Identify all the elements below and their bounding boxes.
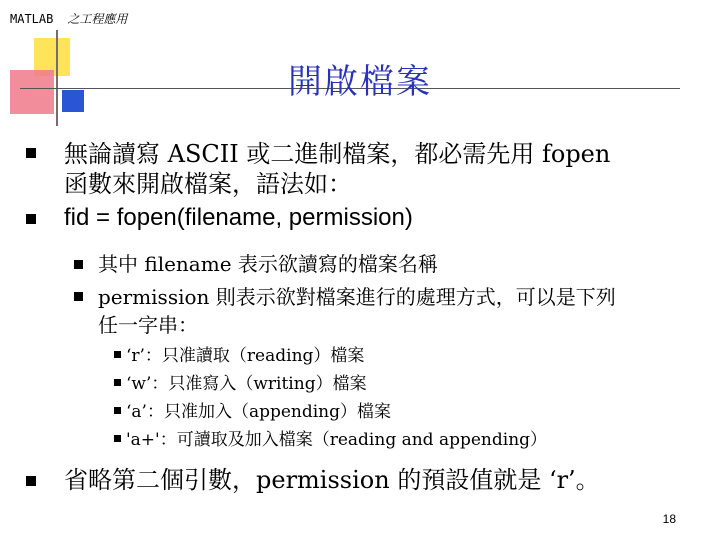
- header-subtitle: 之工程應用: [67, 12, 128, 26]
- bullet-1-line-2: 函數來開啟檔案，語法如：: [64, 170, 352, 198]
- mode-bullet-marker: [114, 379, 121, 386]
- mode-bullet-marker: [114, 351, 121, 358]
- bullet-marker: [26, 148, 36, 158]
- mode-bullet-marker: [114, 435, 121, 442]
- page-number: 18: [662, 512, 676, 526]
- slide-title: 開啟檔案: [288, 62, 432, 102]
- bullet-1-line-1: 無論讀寫 ASCII 或二進制檔案，都必需先用 fopen: [64, 140, 611, 168]
- sub-bullet-permission-line-1: permission 則表示欲對檔案進行的處理方式，可以是下列: [98, 285, 616, 309]
- bullet-3-default: 省略第二個引數，permission 的預設值就是 ‘r’。: [64, 466, 600, 494]
- mode-item: ‘w’：只准寫入（writing）檔案: [126, 374, 367, 394]
- bullet-marker: [26, 476, 36, 486]
- mode-bullet-marker: [114, 407, 121, 414]
- bullet-2-syntax: fid = fopen(filename, permission): [64, 204, 413, 231]
- bullet-marker: [26, 214, 36, 224]
- mode-item: ‘a’：只准加入（appending）檔案: [126, 402, 392, 422]
- sub-bullet-marker: [74, 292, 83, 301]
- sub-bullet-filename: 其中 filename 表示欲讀寫的檔案名稱: [98, 252, 438, 276]
- header-app-name: MATLAB: [10, 12, 54, 26]
- sub-bullet-marker: [74, 260, 83, 269]
- sub-bullet-permission-line-2: 任一字串：: [98, 313, 198, 337]
- mode-item: ‘r’：只准讀取（reading）檔案: [126, 346, 365, 366]
- mode-item: 'a+'：可讀取及加入檔案（reading and appending）: [126, 430, 548, 450]
